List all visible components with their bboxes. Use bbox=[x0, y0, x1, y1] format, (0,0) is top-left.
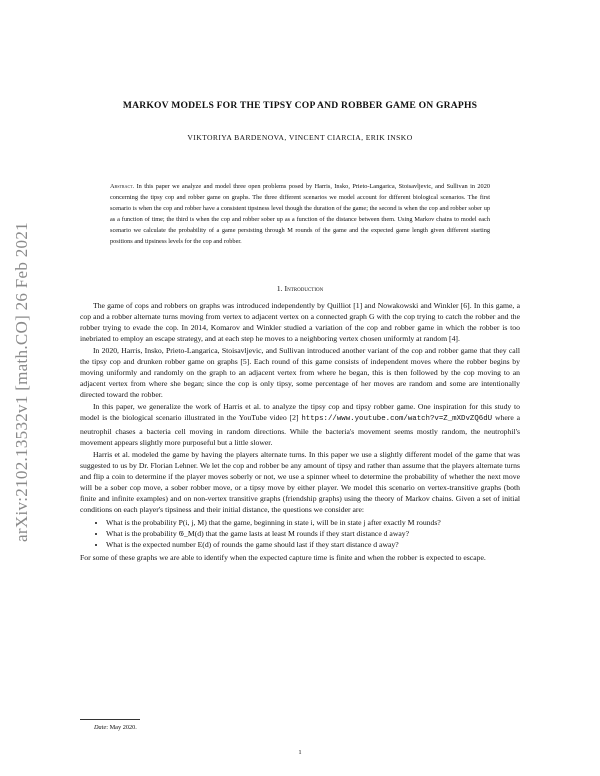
section-heading-introduction: 1. Introduction bbox=[276, 284, 324, 293]
paper-body bbox=[80, 300, 520, 564]
paragraph-text: In this paper, we generalize the work of Harris et al. to analyze the tipsy cop and tipsy robber game. One inspiration for this study to model is the biological scenario illustrated in the YouTube video [2] bbox=[80, 402, 520, 423]
paper-title: MARKOV MODELS FOR THE TIPSY COP AND ROBBER GAME ON GRAPHS bbox=[122, 100, 478, 111]
footnote-text: : May 2020. bbox=[106, 724, 137, 731]
page-number: 1 bbox=[298, 749, 302, 756]
paragraph: Harris et al. modeled the game by having the players alternate turns. In this paper we use a slightly different model of the game that was suggested to us by Dr. Florian Lehner. We let the cop and robber be any amount of tipsy and rather than assume that the players alternate turns and flip a coin to determine if the player moves soberly or not, we use a spinner wheel to determine the probability of whether the next move will be a sober cop move, a sober robber move, or a tipsy move by either player. We model this scenario on vertex-transitive graphs (both finite and infinite examples) and on non-vertex transitive graphs (friendship graphs) using the theory of Markov chains. Given a set of initial conditions on each player's tipsiness and their initial distance, the questions we consider are: bbox=[80, 449, 520, 514]
footnote-rule bbox=[80, 719, 140, 720]
paragraph bbox=[80, 401, 520, 447]
footnote-label: Date bbox=[94, 724, 107, 731]
paper-authors: VIKTORIYA BARDENOVA, VINCENT CIARCIA, ERIK INSKO bbox=[187, 133, 413, 142]
footnote bbox=[94, 724, 137, 731]
list-item: • What is the probability P(i, j, M) that the game, beginning in state i, will be in state j after exactly M rounds? bbox=[106, 517, 520, 528]
question-list bbox=[80, 517, 520, 550]
abstract-text: In this paper we analyze and model three open problems posed by Harris, Insko, Prieto-Langarica, Stoisavljevic, and Sullivan in 2020 concerning the tipsy cop and robber game on graphs. The three different scenarios we model account for different biological scenarios. The first scenario is when the cop and robber have a consistent tipsiness level though the duration of the game; the second is when the cop and robber sober up as a function of time; the third is when the cop and robber sober up as a function of the distance between them. Using Markov chains to model each scenario we calculate the probability of a game persisting through M rounds of the game and the expected game length given different starting positions and tipsiness levels for the cop and robber. bbox=[110, 183, 490, 245]
paragraph: In 2020, Harris, Insko, Prieto-Langarica, Stoisavljevic, and Sullivan introduced another variant of the cop and robber game that they call the tipsy cop and drunken robber game on graphs [5]. Each round of this game consists of independent moves where the robber begins by moving uniformly and randomly on the graph to an adjacent vertex from where he began, this is then followed by the cop moving to an adjacent vertex from where she began; since the cop is only tipsy, some percentage of her moves are random and some are intentionally directed toward the robber. bbox=[80, 346, 520, 400]
youtube-url: https://www.youtube.com/watch?v=Z_mXDvZQ6dU bbox=[301, 415, 493, 424]
paragraph-text: where a neutrophil chases a bacteria cell moving in random directions. While the bacteria's movement seems mostly random, the neutrophil's movement appears slightly more purposeful but a little slower. bbox=[80, 413, 521, 447]
abstract bbox=[110, 181, 490, 247]
list-item: • What is the expected number E(d) of rounds the game should last if they start distance d away? bbox=[106, 539, 520, 550]
list-item: • What is the probability 𝔊_M(d) that the game lasts at least M rounds if they start distance d away? bbox=[106, 528, 520, 539]
abstract-label: Abstract. bbox=[110, 183, 135, 190]
arxiv-identifier: arXiv:2102.13532v1 [math.CO] 26 Feb 2021 bbox=[12, 222, 31, 542]
paragraph: The game of cops and robbers on graphs was introduced independently by Quilliot [1] and Nowakowski and Winkler [6]. In this game, a cop and a robber alternate turns moving from vertex to adjacent vertex on a connected graph G with the cop trying to catch the robber and the robber trying to evade the cop. In 2014, Komarov and Winkler studied a variation of the cop and robber game in which the robber is too inebriated to employ an escape strategy, and at each step he moves to a neighboring vertex chosen uniformly at random [4]. bbox=[80, 301, 520, 344]
paragraph: For some of these graphs we are able to identify when the expected capture time is finite and when the robber is expected to escape. bbox=[80, 553, 486, 563]
